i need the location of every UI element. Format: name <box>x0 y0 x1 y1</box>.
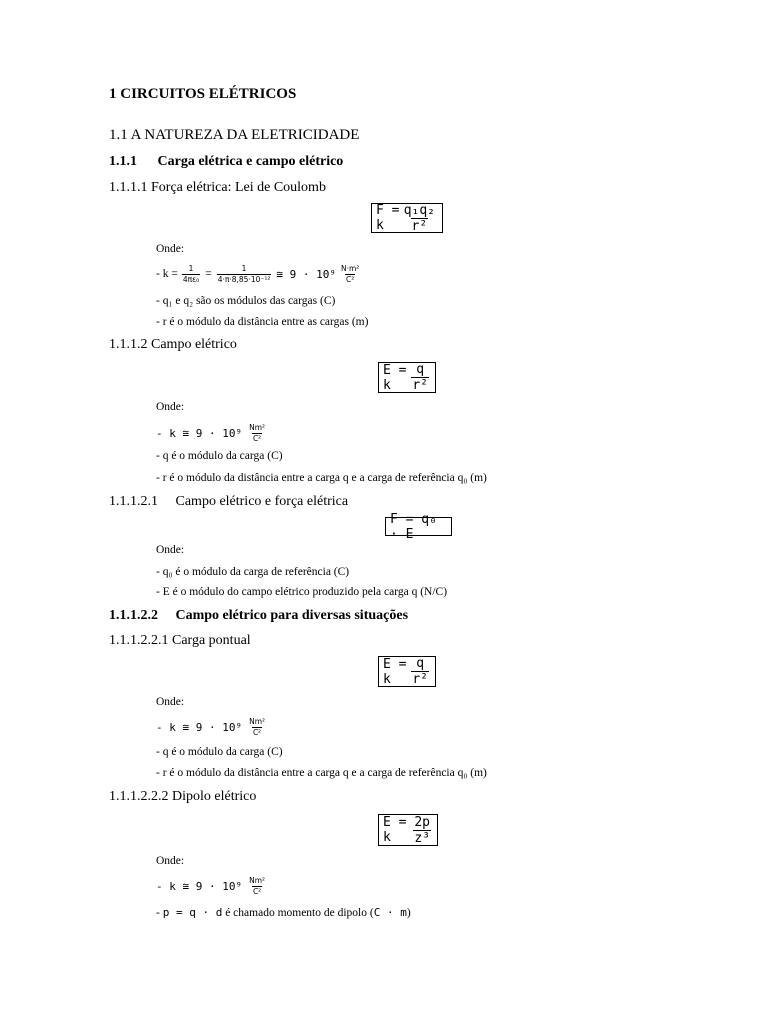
section-heading-1-1: 1.1 A NATUREZA DA ELETRICIDADE <box>109 127 360 143</box>
note-q-carga: - q é o módulo da carga (C) <box>156 450 283 462</box>
k-unit-numerator: Nm² <box>249 876 266 885</box>
note-q-carga: - q é o módulo da carga (C) <box>156 746 283 758</box>
k-equals: = <box>205 268 212 280</box>
k-prefix: - k = <box>156 268 178 280</box>
onde-label: Onde: <box>156 243 185 255</box>
k-fraction-2-denominator: 4·π·8,85·10⁻¹² <box>217 274 271 284</box>
note-r-ref: - r é o módulo da distância entre a carga q e a carga de referência q₀ (m) <box>156 472 487 484</box>
k-approx-definition <box>156 715 268 739</box>
k-fraction-2 <box>217 265 272 283</box>
k-approx-definition <box>156 421 268 445</box>
section-heading-1-1-1-2-2-2: 1.1.1.2.2.2 Dipolo elétrico <box>109 789 257 804</box>
k-fraction-1-denominator: 4πε₀ <box>182 274 200 284</box>
formula-lhs: E = k <box>383 362 407 393</box>
note-prefix: - <box>156 907 163 919</box>
note-E-mod: - E é o módulo do campo elétrico produzido pela carga q (N/C) <box>156 586 448 598</box>
formula-denominator: r² <box>411 218 428 234</box>
note-text: é chamado momento de dipolo ( <box>222 907 374 919</box>
forca-formula-box <box>385 511 452 542</box>
onde-label: Onde: <box>156 544 185 556</box>
section-number: 1.1.1.2.2 <box>109 608 158 623</box>
note-q1q2: - q₁ e q₂ são os módulos das cargas (C) <box>156 295 336 307</box>
note-dipole-moment <box>156 906 411 919</box>
k-approx: ≅ 9 · 10⁹ <box>276 267 336 281</box>
k-unit-numerator: N·m² <box>340 264 360 273</box>
formula-lhs: E = k <box>383 656 407 687</box>
section-heading-1-1-1-1: 1.1.1.1 Força elétrica: Lei de Coulomb <box>109 180 326 195</box>
section-title: Campo elétrico para diversas situações <box>175 608 409 623</box>
note-q0-ref: - q₀ é o módulo da carga de referência (C) <box>156 566 350 578</box>
k-unit-denominator: C² <box>252 886 262 896</box>
k-fraction-1 <box>182 265 200 283</box>
formula-fraction <box>411 657 429 686</box>
section-heading-1-1-1 <box>109 154 343 170</box>
dipolo-formula-box <box>378 814 438 846</box>
formula-numerator: q <box>416 656 425 671</box>
pontual-formula-box <box>378 656 436 687</box>
section-title: Campo elétrico e força elétrica <box>175 494 349 509</box>
k-definition <box>156 262 362 286</box>
k-unit <box>340 265 360 283</box>
formula-numerator: 2p <box>414 814 430 830</box>
k-unit-numerator: Nm² <box>249 717 266 726</box>
formula-lhs: E = k <box>383 815 407 845</box>
k-prefix: - k ≅ 9 · 10⁹ <box>156 720 243 734</box>
section-heading-1: 1 CIRCUITOS ELÉTRICOS <box>109 86 297 102</box>
formula-fraction <box>411 363 429 392</box>
k-unit <box>248 877 266 895</box>
formula-fraction <box>403 204 436 233</box>
section-heading-1-1-1-2-2-1: 1.1.1.2.2.1 Carga pontual <box>109 633 251 648</box>
campo-formula-box <box>378 362 436 393</box>
onde-label: Onde: <box>156 401 185 413</box>
note-end: ) <box>406 907 411 919</box>
formula-fraction <box>413 816 431 845</box>
note-r-cargas: - r é o módulo da distância entre as cargas (m) <box>156 316 369 328</box>
section-title: Carga elétrica e campo elétrico <box>157 154 344 169</box>
formula-denominator: r² <box>412 378 428 393</box>
k-prefix: - k ≅ 9 · 10⁹ <box>156 879 243 893</box>
section-heading-1-1-1-2-1 <box>109 494 348 510</box>
formula-numerator: q₁q₂ <box>403 202 435 218</box>
k-approx-definition <box>156 874 268 898</box>
section-number: 1.1.1.2.1 <box>109 494 158 509</box>
dipole-moment-unit: C · m <box>373 906 407 919</box>
formula-numerator: q <box>416 362 425 377</box>
dipole-moment-formula: p = q · d <box>162 906 223 919</box>
formula-denominator: r² <box>412 672 428 687</box>
k-unit-denominator: C² <box>345 274 355 284</box>
coulomb-formula-box <box>371 203 443 233</box>
formula-denominator: z³ <box>414 830 430 846</box>
k-unit <box>248 424 266 442</box>
k-fraction-1-numerator: 1 <box>188 264 194 273</box>
formula-text: F = q₀ · E <box>390 511 437 542</box>
k-unit-denominator: C² <box>252 727 262 737</box>
section-heading-1-1-1-2: 1.1.1.2 Campo elétrico <box>109 337 237 352</box>
section-heading-1-1-1-2-2 <box>109 608 408 624</box>
onde-label: Onde: <box>156 696 185 708</box>
k-unit <box>248 718 266 736</box>
k-fraction-2-numerator: 1 <box>241 264 247 273</box>
k-prefix: - k ≅ 9 · 10⁹ <box>156 426 243 440</box>
formula-lhs: F = k <box>376 203 400 233</box>
note-r-ref: - r é o módulo da distância entre a carga q e a carga de referência q₀ (m) <box>156 767 487 779</box>
k-unit-numerator: Nm² <box>249 423 266 432</box>
onde-label: Onde: <box>156 855 185 867</box>
section-number: 1.1.1 <box>109 154 137 169</box>
k-unit-denominator: C² <box>252 433 262 443</box>
